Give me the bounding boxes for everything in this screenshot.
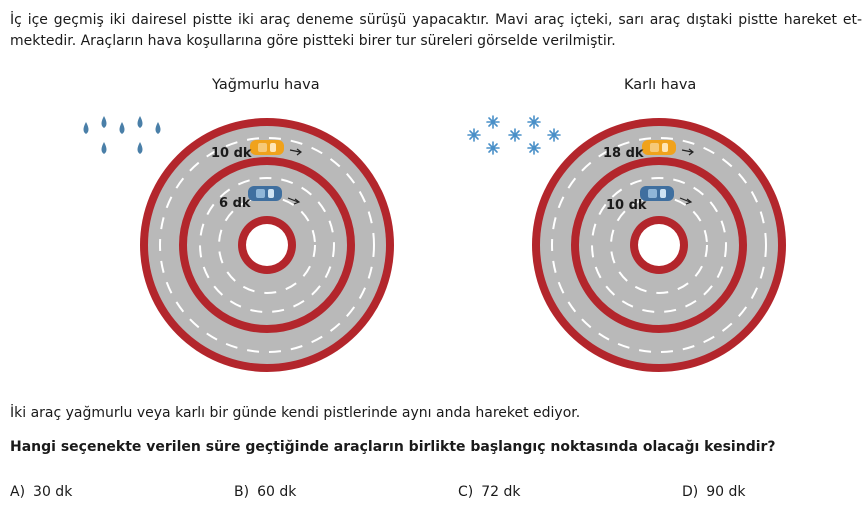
problem-intro: İç içe geçmiş iki dairesel pistte iki araç deneme sürüşü yapacaktır. Mavi araç içteki, sarı araç dıştaki pistte hareket et- mektedir. Araçların hava koşullarına göre pistteki birer tur süreleri görselde verilmiştir. (10, 12, 862, 49)
snowflake-icon (468, 129, 480, 141)
snowflake-icon (487, 116, 499, 128)
option-label: B) (234, 484, 250, 500)
rainy-figure-title: Yağmurlu hava (212, 77, 320, 93)
option-text: 60 dk (257, 484, 297, 500)
snowy-outer-time: 18 dk (603, 146, 644, 161)
rainy-inner-time: 6 dk (219, 196, 251, 211)
option-b[interactable] (234, 484, 296, 500)
raindrop-icon (138, 142, 143, 154)
option-text: 30 dk (33, 484, 73, 500)
raindrop-icon (156, 122, 161, 134)
raindrop-icon (102, 116, 107, 128)
snowy-figure-title: Karlı hava (624, 77, 697, 93)
option-c[interactable] (458, 484, 521, 500)
snowflake-icon (528, 142, 540, 154)
option-label: C) (458, 484, 474, 500)
rainy-outer-time: 10 dk (211, 146, 252, 161)
snowy-track (532, 118, 786, 372)
raindrop-icon (84, 122, 89, 134)
snowflake-icon (487, 142, 499, 154)
problem-question: Hangi seçenekte verilen süre geçtiğinde araçların birlikte başlangıç noktasında olacağı kesindir? (10, 439, 776, 455)
rainy-track (140, 118, 394, 372)
option-label: A) (10, 484, 26, 500)
snowflake-icon (509, 129, 521, 141)
snowy-inner-time: 10 dk (606, 198, 647, 213)
option-a[interactable] (10, 484, 72, 500)
option-text: 72 dk (481, 484, 521, 500)
rainy-weather-icons (84, 116, 161, 154)
snowflake-icon (528, 116, 540, 128)
raindrop-icon (102, 142, 107, 154)
option-d[interactable] (682, 484, 746, 500)
raindrop-icon (138, 116, 143, 128)
option-text: 90 dk (706, 484, 746, 500)
snowy-weather-icons (468, 116, 560, 154)
raindrop-icon (120, 122, 125, 134)
option-label: D) (682, 484, 699, 500)
problem-statement: İki araç yağmurlu veya karlı bir günde kendi pistlerinde aynı anda hareket ediyor. (10, 405, 581, 421)
snowflake-icon (548, 129, 560, 141)
